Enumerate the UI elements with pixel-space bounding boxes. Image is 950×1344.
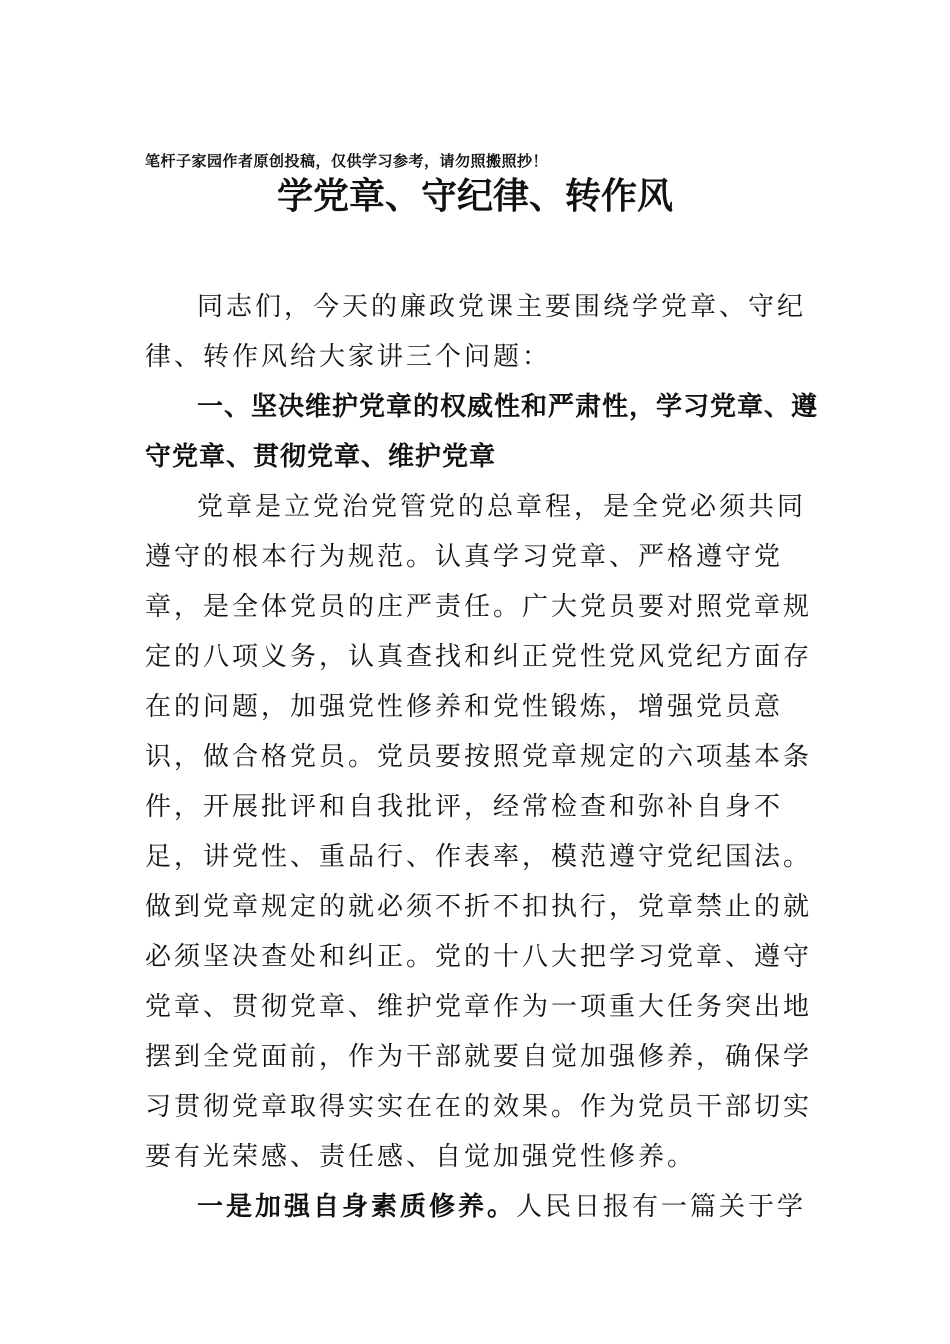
- intro-paragraph: 同志们，今天的廉政党课主要围绕学党章、守纪律、转作风给大家讲三个问题：: [145, 292, 807, 372]
- point-1-text: 人民日报有一篇关于学: [516, 1192, 807, 1222]
- point-1-lead: 一是加强自身素质修养。: [197, 1192, 517, 1222]
- section-1-paragraph: 党章是立党治党管党的总章程，是全党必须共同遵守的根本行为规范。认真学习党章、严格遵守党章，是全体党员的庄严责任。广大党员要对照党章规定的八项义务，认真查找和纠正党性党风党纪方面存在的问题，加强党性修养和党性锻炼，增强党员意识，做合格党员。党员要按照党章规定的六项基本条件，开展批评和自我批评，经常检查和弥补自身不足，讲党性、重品行、作表率，模范遵守党纪国法。做到党章规定的就必须不折不扣执行，党章禁止的就必须坚决查处和纠正。党的十八大把学习党章、遵守党章、贯彻党章、维护党章作为一项重大任务突出地摆到全党面前，作为干部就要自觉加强修养，确保学习贯彻党章取得实实在在的效果。作为党员干部切实要有光荣感、责任感、自觉加强党性修养。: [145, 492, 813, 1172]
- section-heading-1: 一、坚决维护党章的权威性和严肃性，学习党章、遵守党章、贯彻党章、维护党章: [145, 392, 819, 472]
- document-body: [145, 282, 825, 1232]
- document-title: 学党章、守纪律、转作风: [276, 175, 673, 217]
- point-1-paragraph: [145, 1182, 825, 1232]
- copyright-notice: 笔杆子家园作者原创投稿，仅供学习参考，请勿照搬照抄！: [145, 152, 549, 170]
